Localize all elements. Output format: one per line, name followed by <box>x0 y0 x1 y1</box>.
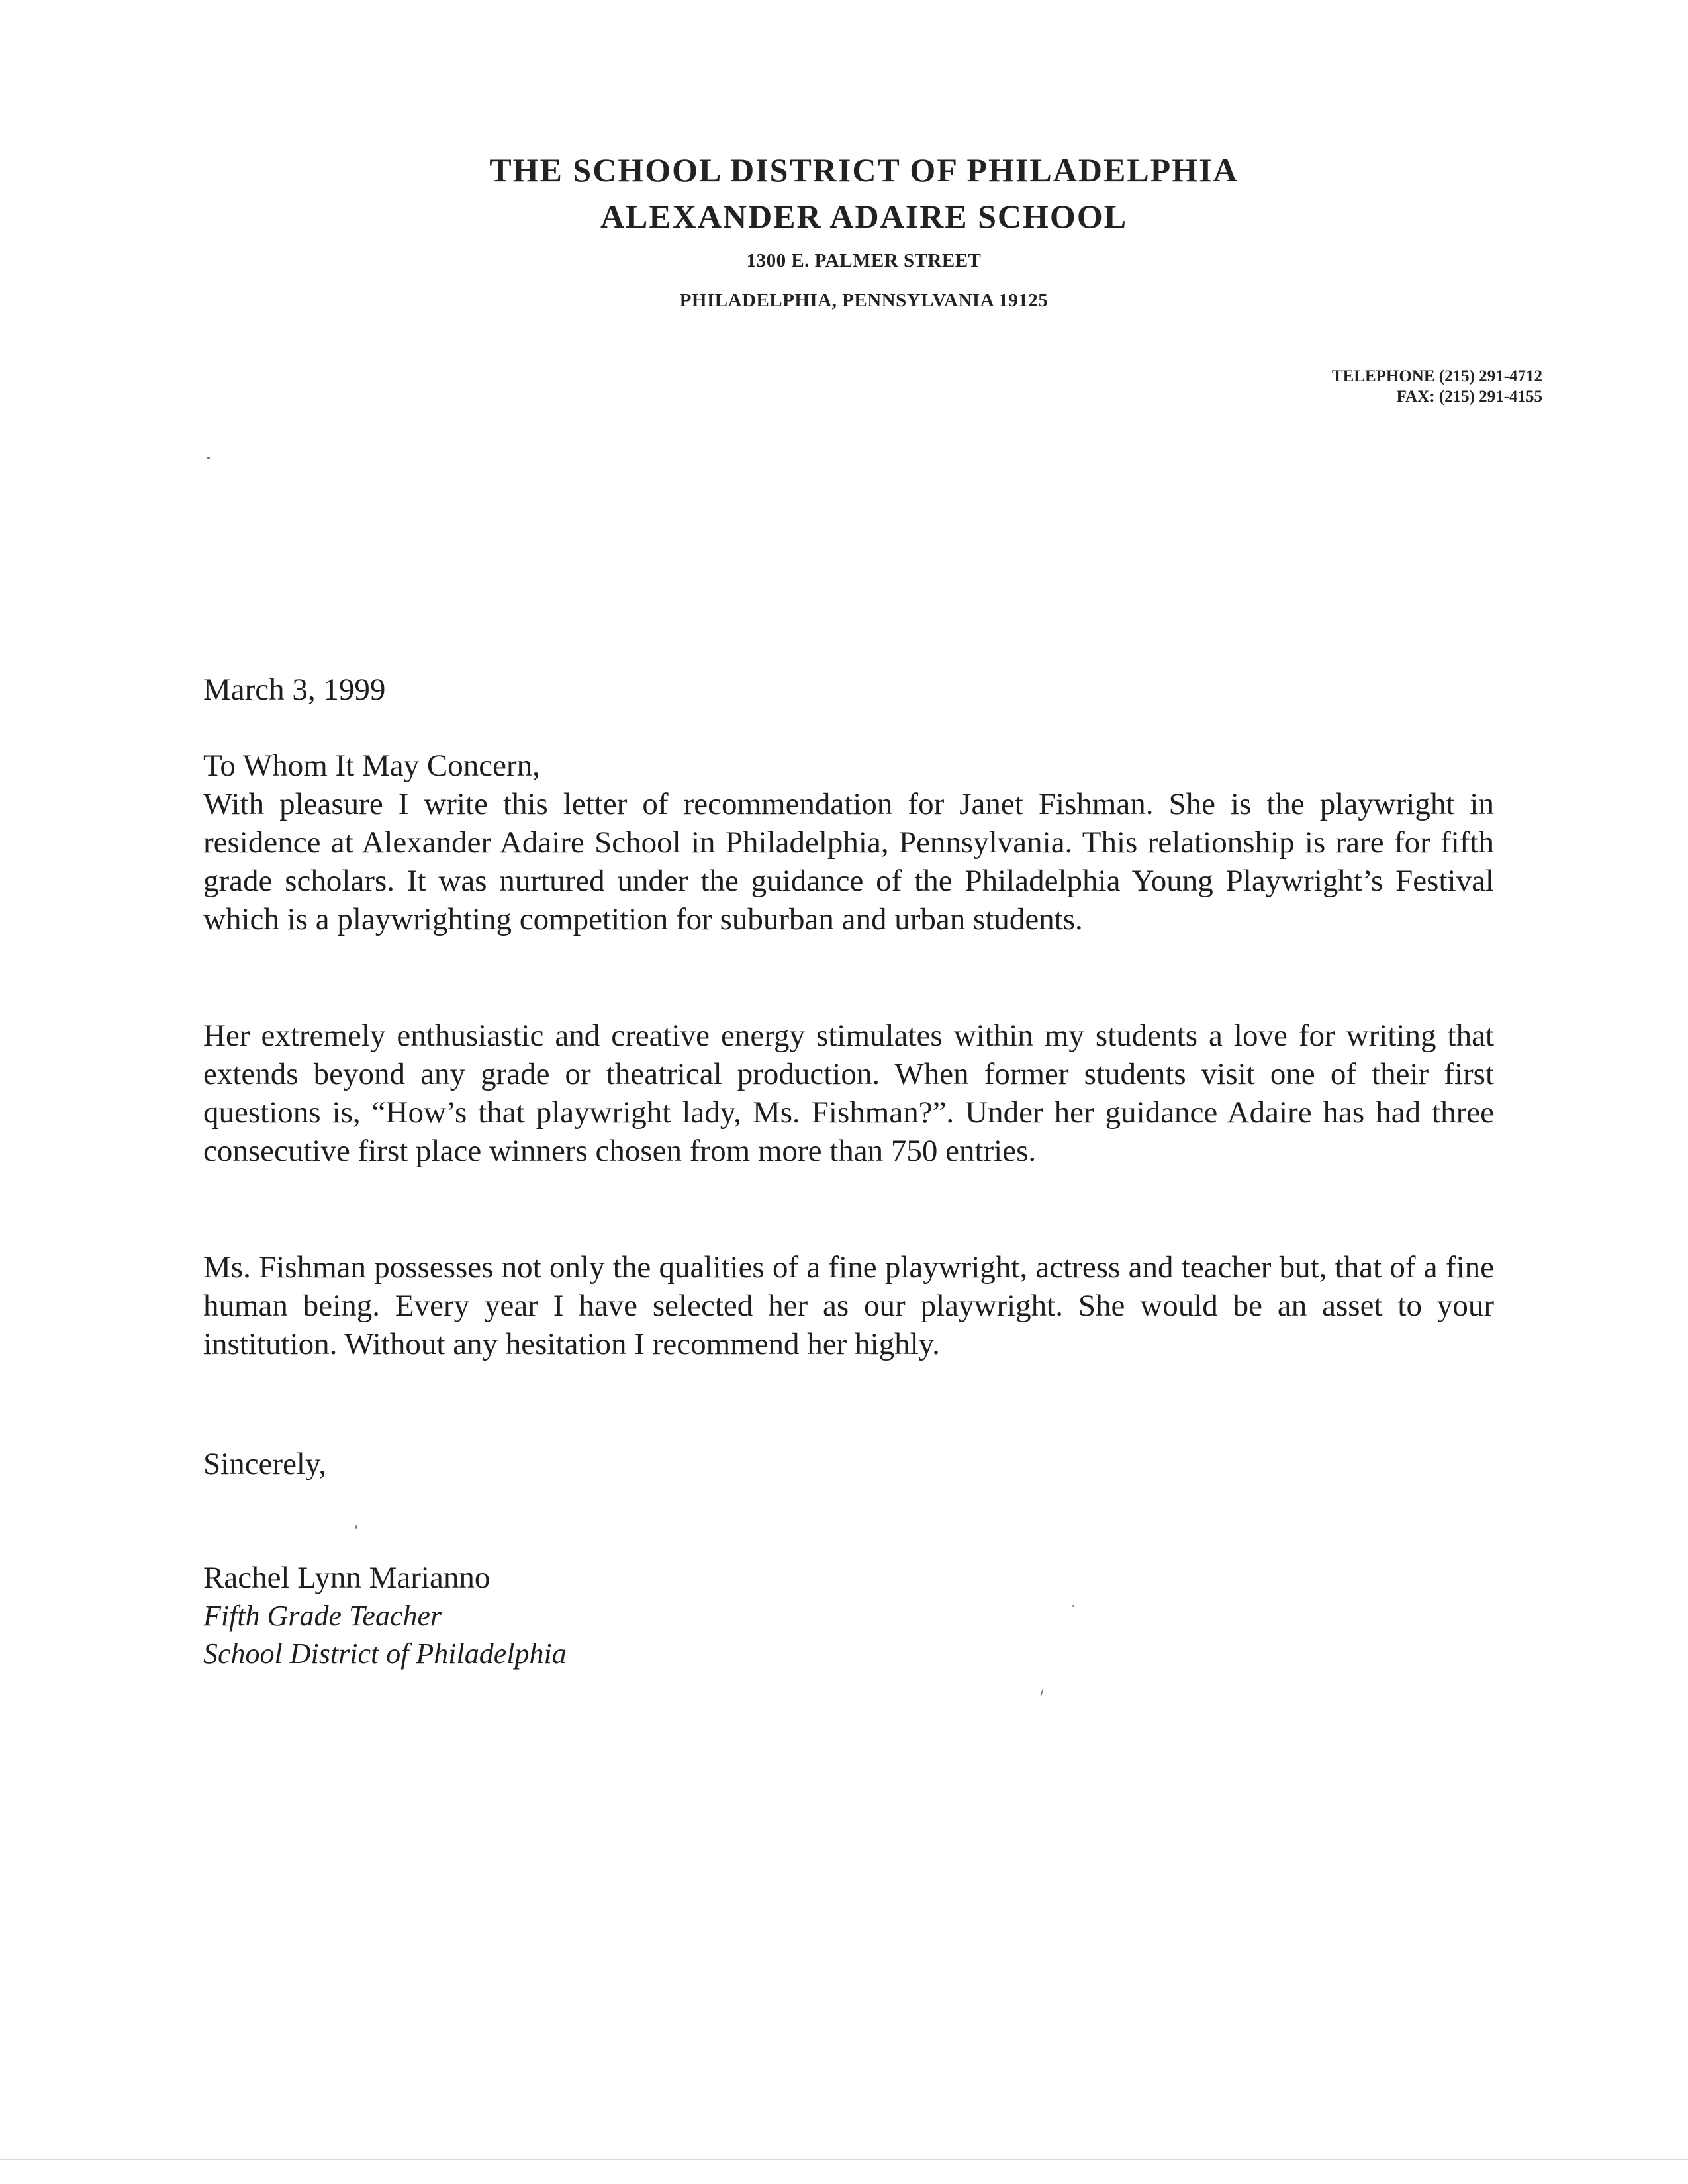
scan-speck <box>1072 1605 1074 1607</box>
letter-paragraph-2: Her extremely enthusiastic and creative energy stimulates within my students a love for writing that extends beyond any grade or theatrical production. When former students visit one of their first questions is, “How’s that playwright lady, Ms. Fishman?”. Under her guidance Adaire has had three consecutive first place winners chosen from more than 750 entries. <box>203 1019 1494 1168</box>
letter-paragraph-3: Ms. Fishman possesses not only the qualities of a fine playwright, actress and teacher but, that of a fine human being. Every year I have selected her as our playwright. She would be an asset to your institution. Without any hesitation I recommend her highly. <box>203 1250 1494 1361</box>
letterhead-city: PHILADELPHIA, PENNSYLVANIA 19125 <box>679 290 1049 311</box>
letterhead-district: THE SCHOOL DISTRICT OF PHILADELPHIA <box>489 152 1239 189</box>
scan-speck <box>355 1525 357 1529</box>
letterhead-school: ALEXANDER ADAIRE SCHOOL <box>600 198 1128 235</box>
scan-speck <box>207 457 210 459</box>
scan-edge <box>0 2159 1688 2160</box>
signer-title: Fifth Grade Teacher <box>203 1600 442 1632</box>
letterhead-fax: FAX: (215) 291-4155 <box>1396 388 1542 406</box>
letterhead-contact <box>1332 366 1542 407</box>
signer-organization: School District of Philadelphia <box>203 1637 567 1670</box>
scan-speck <box>1040 1689 1043 1696</box>
letter-date: March 3, 1999 <box>203 672 386 707</box>
letter-salutation: To Whom It May Concern, <box>203 749 540 783</box>
letterhead-street: 1300 E. PALMER STREET <box>746 250 982 271</box>
signer-name: Rachel Lynn Marianno <box>203 1561 491 1595</box>
letter-closing: Sincerely, <box>203 1447 327 1481</box>
signature-block <box>203 1559 1494 1672</box>
letter-paragraph-1: With pleasure I write this letter of recommendation for Janet Fishman. She is the playwright in residence at Alexander Adaire School in Philadelphia, Pennsylvania. This relationship is rare for fifth grade scholars. It was nurtured under the guidance of the Philadelphia Young Playwright’s Festival which is a playwrighting competition for suburban and urban students. <box>203 787 1494 936</box>
letterhead-telephone: TELEPHONE (215) 291-4712 <box>1331 367 1542 385</box>
